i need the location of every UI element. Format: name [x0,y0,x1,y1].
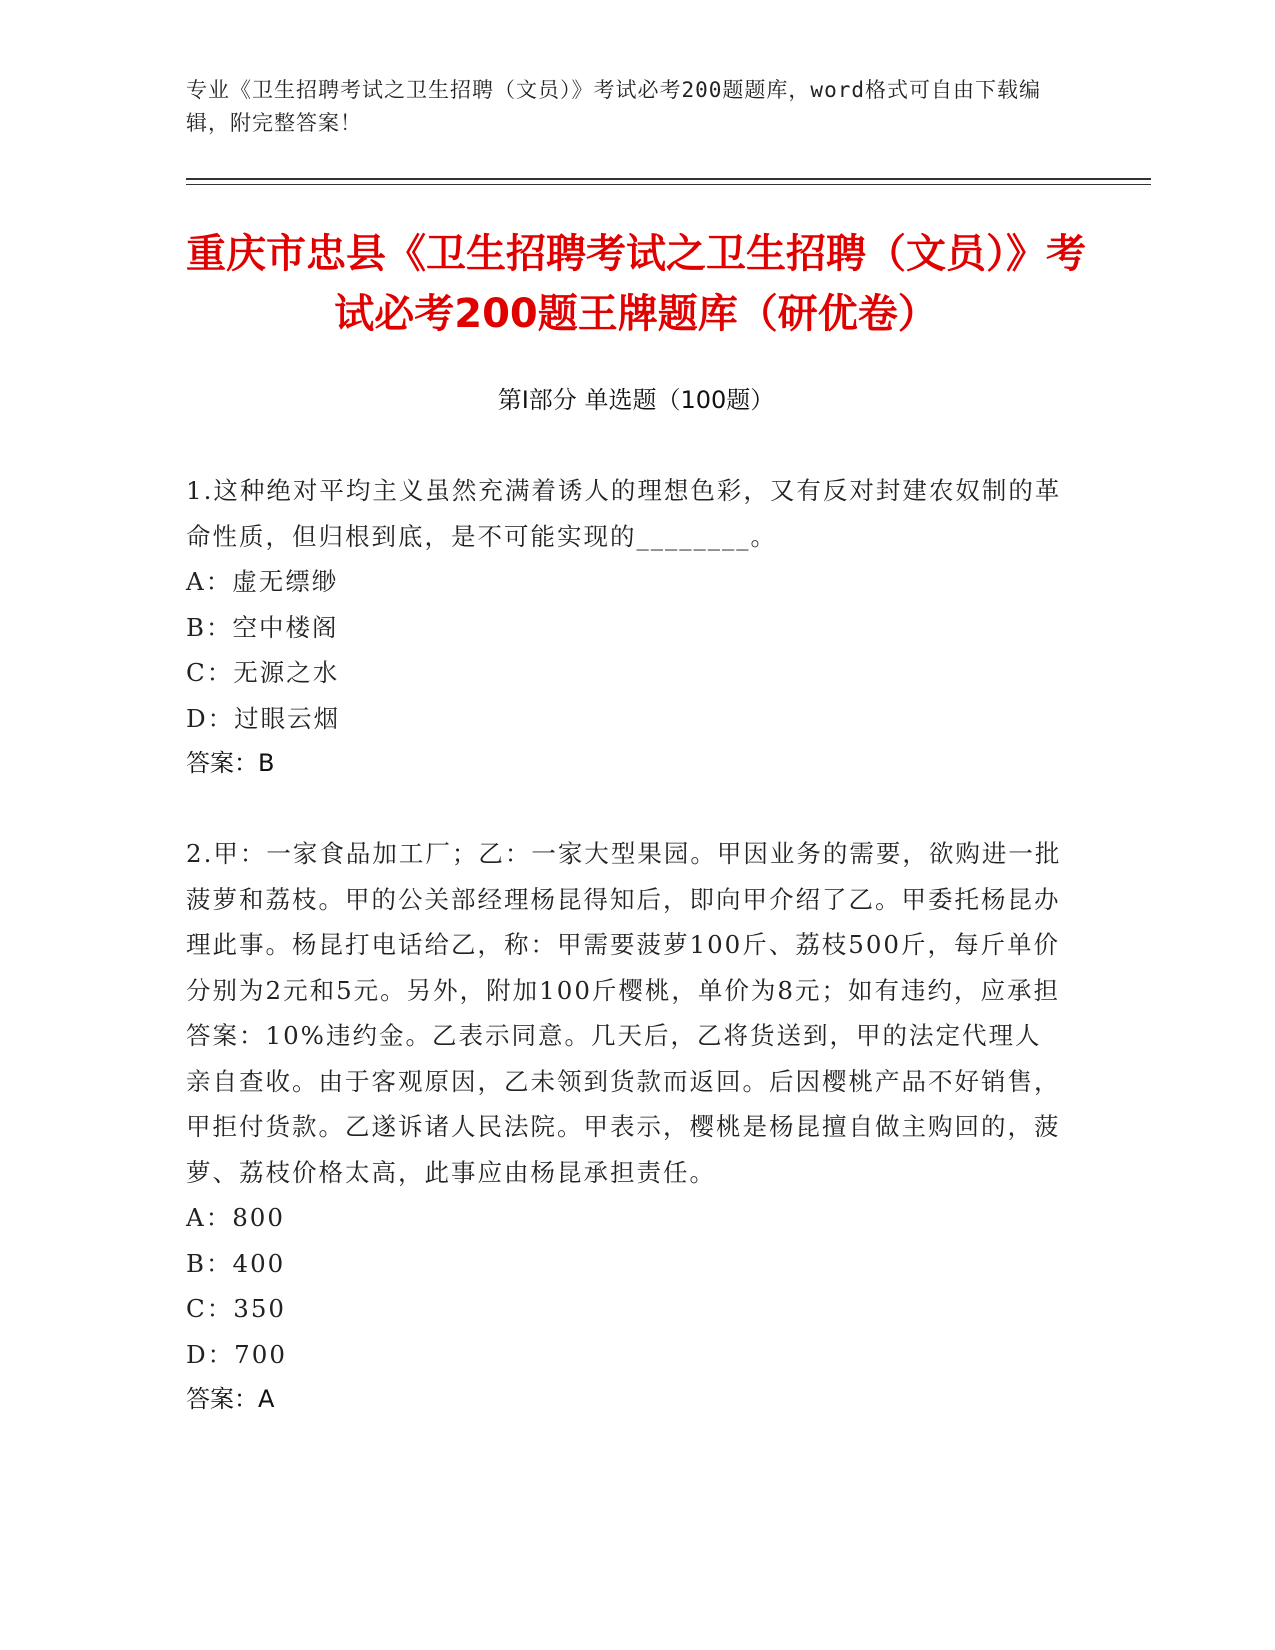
option-a: A：虚无缥缈 [186,567,339,596]
question-1 [186,468,1066,787]
option-d: D：700 [186,1339,287,1369]
option-c: C：无源之水 [186,658,340,687]
header-divider-thick [186,178,1151,180]
option-a: A：800 [186,1203,285,1232]
answer: 答案：A [186,1385,275,1413]
document-intro: 专业《卫生招聘考试之卫生招聘（文员）》考试必考200题题库，word格式可自由下载编辑，附完整答案！ [186,78,1041,135]
option-c: C：350 [186,1294,287,1323]
question-stem: 1.这种绝对平均主义虽然充满着诱人的理想色彩，又有反对封建农奴制的革命性质，但归根到底，是不可能实现的________。 [186,476,1062,551]
document-title: 重庆市忠县《卫生招聘考试之卫生招聘（文员）》考试必考200题王牌题库（研优卷） [186,231,1086,337]
option-d: D：过眼云烟 [186,703,341,733]
header-divider-thin [186,184,1151,185]
option-b: B：空中楼阁 [186,612,339,642]
option-b: B：400 [186,1248,286,1278]
question-2 [186,831,1066,1423]
answer: 答案：B [186,749,275,777]
question-stem: 2.甲：一家食品加工厂；乙：一家大型果园。甲因业务的需要，欲购进一批菠萝和荔枝。甲的公关部经理杨昆得知后，即向甲介绍了乙。甲委托杨昆办理此事。杨昆打电话给乙，称：甲需要菠萝100斤、荔枝500斤，每斤单价分别为2元和5元。另外，附加100斤樱桃，单价为8元；如有违约，应承担答案：10%违约金。乙表示同意。几天后，乙将货送到，甲的法定代理人亲自查收。由于客观原因，乙未领到货款而返回。后因樱桃产品不好销售，甲拒付货款。乙遂诉诸人民法院。甲表示，樱桃是杨昆擅自做主购回的，菠萝、荔枝价格太高，此事应由杨昆承担责任。 [186,839,1062,1187]
section-heading: 第Ⅰ部分 单选题（100题） [497,386,775,414]
